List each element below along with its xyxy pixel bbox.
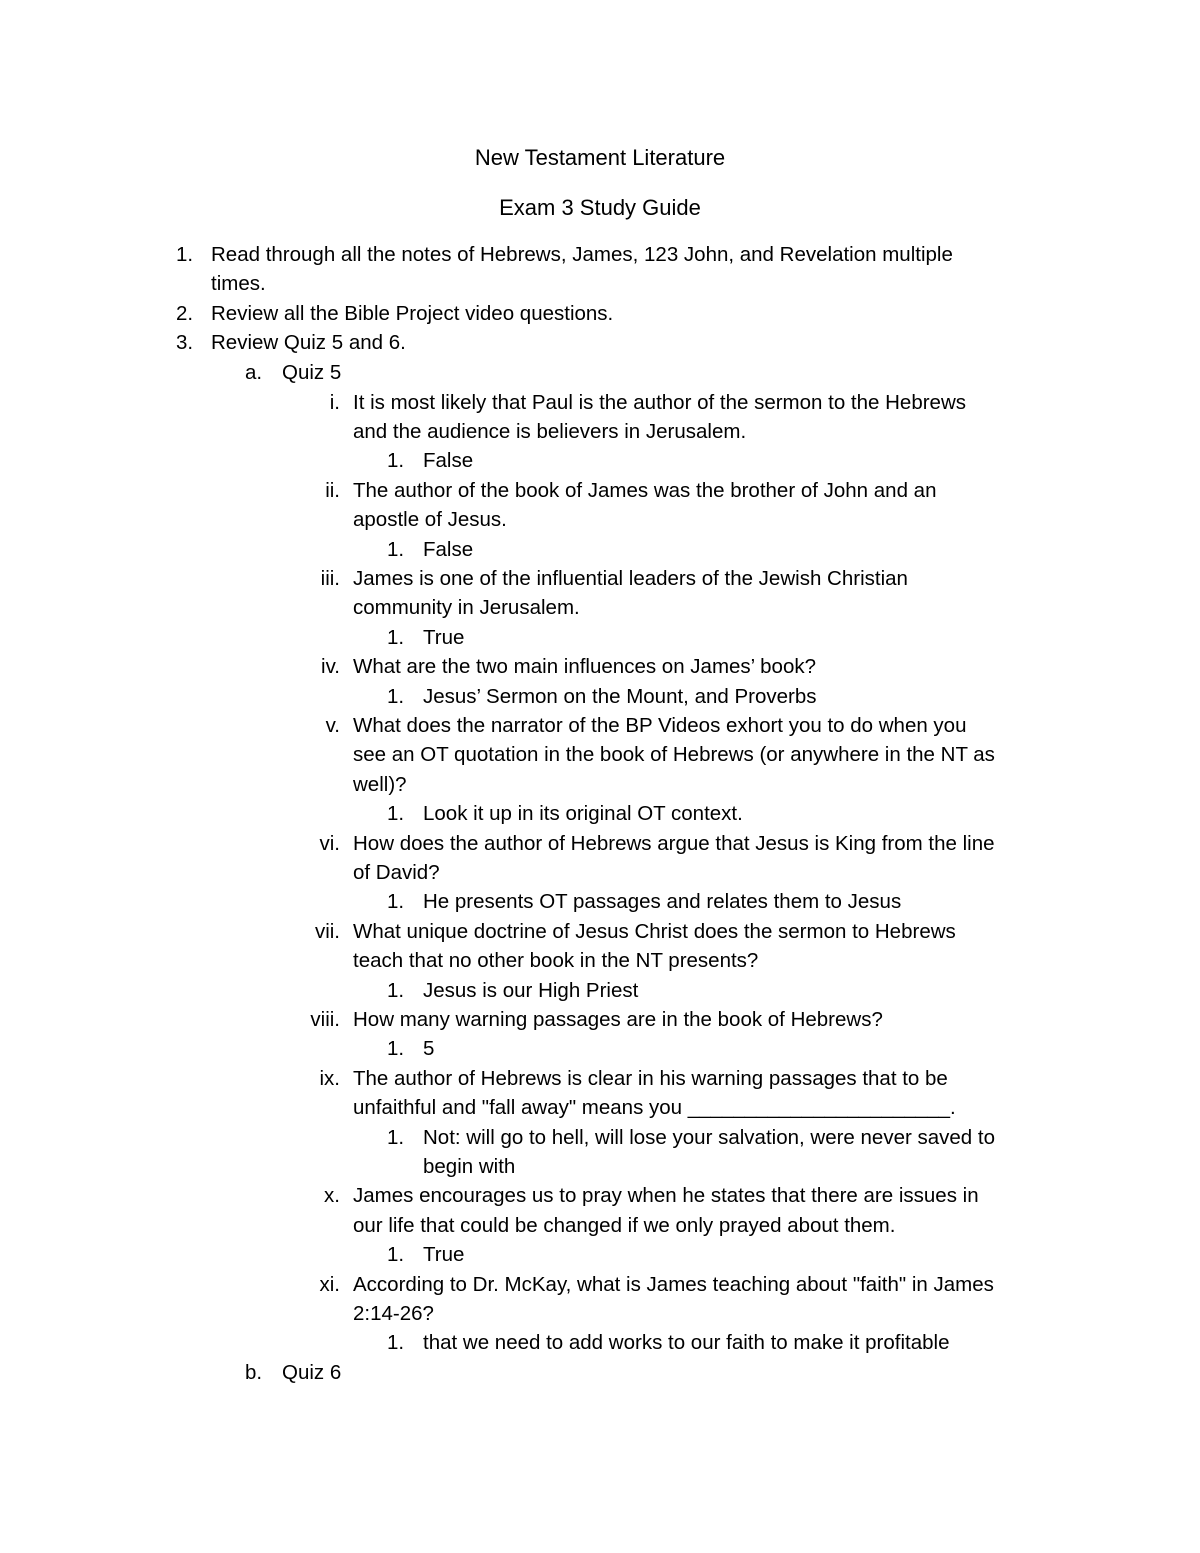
question-marker: viii. (310, 1007, 340, 1031)
list-marker: 3. (176, 331, 194, 354)
sublist-marker: a. (245, 361, 263, 384)
question-text: It is most likely that Paul is the author of the sermon to the Hebrews (353, 390, 967, 414)
answer-text: that we need to add works to our faith to make it profitable (423, 1331, 950, 1355)
answer-marker: 1. (387, 802, 405, 826)
question-text: unfaithful and "fall away" means you _______________________. (353, 1096, 956, 1120)
answer-marker: 1. (387, 1243, 405, 1267)
question-text: 2:14-26? (353, 1301, 434, 1325)
answer-marker: 1. (387, 1037, 405, 1061)
answer-text: He presents OT passages and relates them to Jesus (423, 890, 902, 914)
list-item-text: times. (211, 272, 266, 295)
question-marker: vii. (314, 919, 340, 943)
question-marker: x. (324, 1184, 340, 1208)
question-marker: xi. (319, 1272, 340, 1296)
question-text: teach that no other book in the NT presents? (353, 949, 759, 973)
answer-marker: 1. (387, 978, 405, 1002)
question-marker: vi. (319, 831, 340, 855)
question-text: What unique doctrine of Jesus Christ does the sermon to Hebrews (353, 919, 956, 943)
question-text: James encourages us to pray when he states that there are issues in (353, 1184, 979, 1208)
question-text: How does the author of Hebrews argue that Jesus is King from the line (353, 831, 995, 855)
list-item-text: Review all the Bible Project video questions. (211, 302, 614, 325)
question-text: and the audience is believers in Jerusalem. (353, 419, 747, 443)
answer-text: False (423, 449, 474, 473)
question-marker: v. (325, 713, 340, 737)
answer-marker: 1. (387, 890, 405, 914)
question-text: How many warning passages are in the book of Hebrews? (353, 1007, 883, 1031)
answer-text: Look it up in its original OT context. (423, 802, 743, 826)
answer-marker: 1. (387, 684, 405, 708)
answer-marker: 1. (387, 625, 405, 649)
document-subtitle: Exam 3 Study Guide (499, 195, 701, 220)
question-text: The author of the book of James was the brother of John and an (353, 478, 937, 502)
question-marker: i. (329, 390, 340, 414)
question-text: apostle of Jesus. (353, 508, 507, 532)
answer-text: True (423, 1243, 465, 1267)
answer-marker: 1. (387, 449, 405, 473)
list-marker: 1. (176, 243, 194, 266)
answer-marker: 1. (387, 1125, 405, 1149)
answer-text: begin with (423, 1154, 516, 1178)
document-title: New Testament Literature (474, 145, 726, 170)
answer-text: Not: will go to hell, will lose your salvation, were never saved to (423, 1125, 995, 1149)
question-text: What are the two main influences on James’ book? (353, 655, 817, 679)
question-text: well)? (353, 772, 407, 796)
question-text: our life that could be changed if we only prayed about them. (353, 1213, 896, 1237)
answer-text: Jesus’ Sermon on the Mount, and Proverbs (423, 684, 817, 708)
list-item-text: Read through all the notes of Hebrews, James, 123 John, and Revelation multiple (211, 243, 953, 266)
question-text: community in Jerusalem. (353, 596, 580, 620)
sublist-label: Quiz 5 (282, 361, 342, 384)
answer-marker: 1. (387, 537, 405, 561)
sublist-marker: b. (245, 1360, 263, 1384)
question-marker: iv. (321, 655, 340, 679)
question-text: The author of Hebrews is clear in his warning passages that to be (353, 1066, 948, 1090)
question-marker: ix. (319, 1066, 340, 1090)
question-text: According to Dr. McKay, what is James teaching about "faith" in James (353, 1272, 994, 1296)
question-marker: ii. (325, 478, 340, 502)
answer-text: Jesus is our High Priest (423, 978, 639, 1002)
answer-text: False (423, 537, 474, 561)
question-text: of David? (353, 860, 440, 884)
question-text: What does the narrator of the BP Videos exhort you to do when you (353, 713, 967, 737)
sublist-label: Quiz 6 (282, 1360, 342, 1384)
question-text: see an OT quotation in the book of Hebrews (or anywhere in the NT as (353, 743, 995, 767)
answer-text: 5 (423, 1037, 435, 1061)
answer-text: True (423, 625, 465, 649)
question-text: James is one of the influential leaders of the Jewish Christian (353, 566, 908, 590)
list-item-text: Review Quiz 5 and 6. (211, 331, 406, 354)
question-marker: iii. (320, 566, 340, 590)
list-marker: 2. (176, 302, 194, 325)
answer-marker: 1. (387, 1331, 405, 1355)
